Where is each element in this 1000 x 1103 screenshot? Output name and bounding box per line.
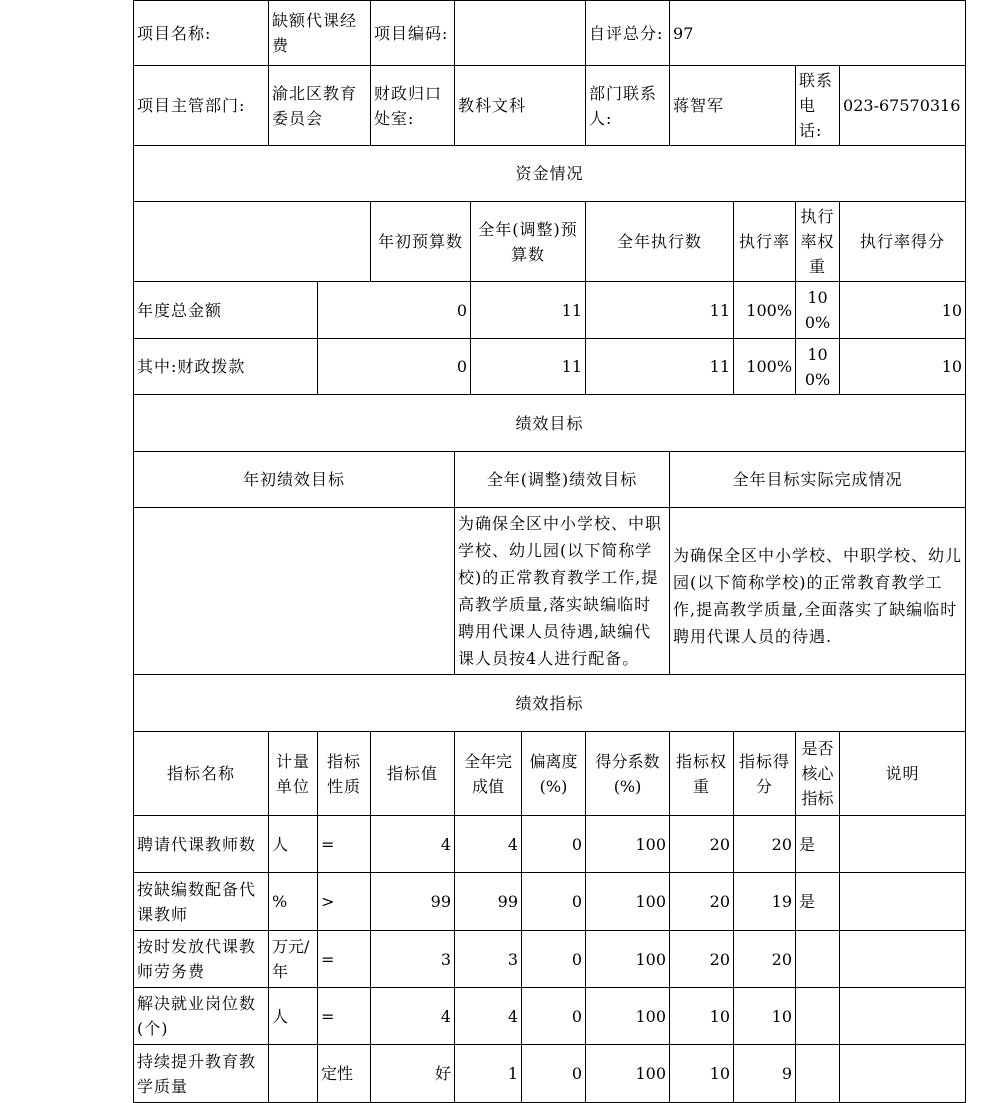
ind-deviation: 0: [522, 988, 586, 1045]
ind-name: 聘请代课教师数: [134, 816, 269, 873]
ind-weight: 20: [670, 816, 734, 873]
ind-value: 好: [371, 1045, 455, 1103]
ind-note: [840, 873, 966, 931]
project-code-label: 项目编码:: [371, 1, 455, 66]
ind-note: [840, 931, 966, 988]
ind-nature: >: [318, 873, 371, 931]
ind-score: 10: [734, 988, 796, 1045]
ind-nature: =: [318, 931, 371, 988]
funds-row-label: 年度总金额: [134, 282, 318, 339]
ind-core: 是: [796, 873, 840, 931]
project-name-value: 缺额代课经费: [269, 1, 371, 66]
ind-col-core: 是否核心指标: [796, 732, 840, 816]
funds-row-label: 其中:财政拨款: [134, 339, 318, 395]
ind-core: [796, 1045, 840, 1103]
funds-col-rate: 执行率: [734, 202, 796, 282]
ind-col-completed: 全年完成值: [455, 732, 522, 816]
ind-col-weight: 指标权重: [670, 732, 734, 816]
funds-row-score: 10: [840, 282, 966, 339]
ind-weight: 20: [670, 873, 734, 931]
funds-row-weight: 100%: [796, 282, 840, 339]
ind-deviation: 0: [522, 1045, 586, 1103]
ind-unit: [269, 1045, 318, 1103]
ind-coefficient: 100: [586, 931, 670, 988]
ind-note: [840, 1045, 966, 1103]
ind-core: [796, 931, 840, 988]
ind-completed: 4: [455, 816, 522, 873]
ind-score: 9: [734, 1045, 796, 1103]
ind-col-deviation: 偏离度(%): [522, 732, 586, 816]
ind-value: 4: [371, 988, 455, 1045]
phone-value: 023-67570316: [840, 66, 966, 146]
ind-unit: %: [269, 873, 318, 931]
ind-value: 99: [371, 873, 455, 931]
ind-col-note: 说明: [840, 732, 966, 816]
funds-row-adjusted: 11: [471, 339, 586, 395]
funds-col-initial-budget: 年初预算数: [371, 202, 471, 282]
funds-row-initial: 0: [318, 282, 471, 339]
goals-col-actual: 全年目标实际完成情况: [670, 452, 966, 508]
goals-initial-text: [134, 508, 455, 675]
ind-coefficient: 100: [586, 988, 670, 1045]
funds-row-executed: 11: [586, 339, 734, 395]
indicators-section-title: 绩效指标: [134, 675, 966, 732]
contact-value: 蒋智军: [670, 66, 796, 146]
funds-row-rate: 100%: [734, 282, 796, 339]
funds-col-weight: 执行率权重: [796, 202, 840, 282]
contact-label: 部门联系人:: [586, 66, 670, 146]
goals-adjusted-text: 为确保全区中小学校、中职学校、幼儿园(以下简称学校)的正常教育教学工作,提高教学质量,落实缺编临时聘用代课人员待遇,缺编代课人员按4人进行配备。: [455, 508, 670, 675]
funds-row-initial: 0: [318, 339, 471, 395]
ind-completed: 1: [455, 1045, 522, 1103]
ind-name: 按时发放代课教师劳务费: [134, 931, 269, 988]
goals-col-initial: 年初绩效目标: [134, 452, 455, 508]
goals-section-title: 绩效目标: [134, 395, 966, 452]
ind-deviation: 0: [522, 931, 586, 988]
funds-row-score: 10: [840, 339, 966, 395]
ind-score: 20: [734, 931, 796, 988]
ind-col-nature: 指标性质: [318, 732, 371, 816]
funds-row-rate: 100%: [734, 339, 796, 395]
self-score-value: 97: [670, 1, 966, 66]
goals-actual-text: 为确保全区中小学校、中职学校、幼儿园(以下简称学校)的正常教育教学工作,提高教学质量,全面落实了缺编临时聘用代课人员的待遇.: [670, 508, 966, 675]
funds-header-blank: [134, 202, 371, 282]
ind-col-value: 指标值: [371, 732, 455, 816]
table-row: [134, 816, 966, 873]
ind-col-coefficient: 得分系数(%): [586, 732, 670, 816]
finance-office-label: 财政归口处室:: [371, 66, 455, 146]
funds-row-executed: 11: [586, 282, 734, 339]
ind-completed: 99: [455, 873, 522, 931]
dept-value: 渝北区教育委员会: [269, 66, 371, 146]
ind-unit: 人: [269, 816, 318, 873]
ind-score: 20: [734, 816, 796, 873]
ind-note: [840, 816, 966, 873]
ind-unit: 万元/年: [269, 931, 318, 988]
table-row: [134, 931, 966, 988]
phone-label: 联系电话:: [796, 66, 840, 146]
ind-name: 按缺编数配备代课教师: [134, 873, 269, 931]
ind-col-unit: 计量单位: [269, 732, 318, 816]
funds-row-weight: 100%: [796, 339, 840, 395]
ind-weight: 10: [670, 988, 734, 1045]
project-code-value: [455, 1, 586, 66]
ind-nature: =: [318, 988, 371, 1045]
ind-deviation: 0: [522, 873, 586, 931]
ind-score: 19: [734, 873, 796, 931]
ind-nature: 定性: [318, 1045, 371, 1103]
ind-coefficient: 100: [586, 816, 670, 873]
ind-value: 3: [371, 931, 455, 988]
funds-col-score: 执行率得分: [840, 202, 966, 282]
ind-deviation: 0: [522, 816, 586, 873]
goals-col-adjusted: 全年(调整)绩效目标: [455, 452, 670, 508]
table-row: [134, 988, 966, 1045]
ind-nature: =: [318, 816, 371, 873]
ind-col-name: 指标名称: [134, 732, 269, 816]
ind-coefficient: 100: [586, 1045, 670, 1103]
ind-name: 解决就业岗位数(个): [134, 988, 269, 1045]
funds-row-adjusted: 11: [471, 282, 586, 339]
ind-col-score: 指标得分: [734, 732, 796, 816]
funds-col-adjusted-budget: 全年(调整)预算数: [471, 202, 586, 282]
self-score-label: 自评总分:: [586, 1, 670, 66]
ind-completed: 4: [455, 988, 522, 1045]
ind-unit: 人: [269, 988, 318, 1045]
ind-note: [840, 988, 966, 1045]
ind-core: 是: [796, 816, 840, 873]
performance-evaluation-table: [133, 0, 966, 1103]
ind-weight: 10: [670, 1045, 734, 1103]
funds-col-execution: 全年执行数: [586, 202, 734, 282]
dept-label: 项目主管部门:: [134, 66, 269, 146]
ind-name: 持续提升教育教学质量: [134, 1045, 269, 1103]
ind-core: [796, 988, 840, 1045]
ind-weight: 20: [670, 931, 734, 988]
ind-completed: 3: [455, 931, 522, 988]
finance-office-value: 教科文科: [455, 66, 586, 146]
project-name-label: 项目名称:: [134, 1, 269, 66]
table-row: [134, 873, 966, 931]
table-row: [134, 1045, 966, 1103]
ind-coefficient: 100: [586, 873, 670, 931]
funds-section-title: 资金情况: [134, 146, 966, 202]
ind-value: 4: [371, 816, 455, 873]
